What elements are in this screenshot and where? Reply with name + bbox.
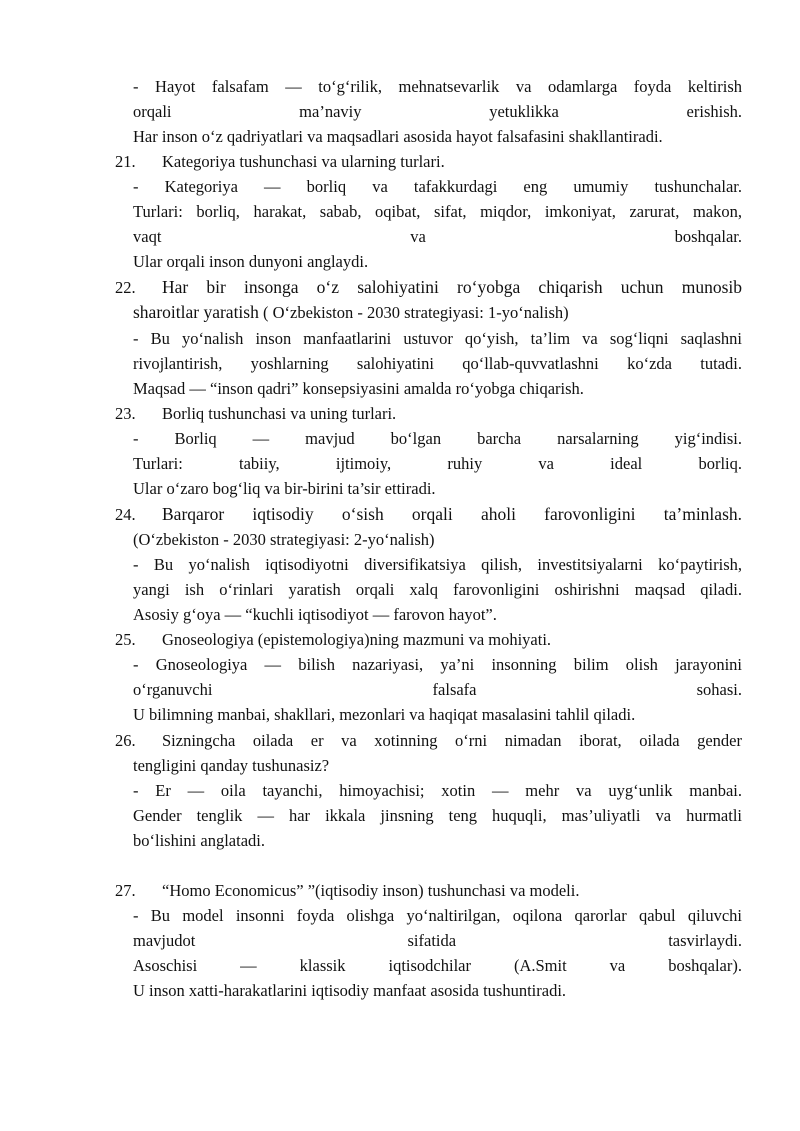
item-heading: Har bir insonga o‘z salohiyatini ro‘yobga chiqarish uchun munosib [162,277,742,297]
text-line: - Kategoriya — borliq va tafakkurdagi eng umumiy tushunchalar. [133,177,742,196]
text-line: - Bu model insonni foyda olishga yo‘naltirilgan, oqilona qarorlar qabul qiluvchi [133,906,742,925]
item-number: 25. [115,630,136,649]
heading-note: ( O‘zbekiston - 2030 strategiyasi: 1-yo‘nalish) [258,303,569,322]
item-number: 24. [115,505,136,524]
item-number: 23. [115,404,136,423]
text-line: - Borliq — mavjud bo‘lgan barcha narsalarning yig‘indisi. [133,429,742,448]
text-line: Ular orqali inson dunyoni anglaydi. [133,252,369,271]
text-line: Maqsad — “inson qadri” konsepsiyasini amalda ro‘yobga chiqarish. [133,379,584,398]
text-line: U inson xatti-harakatlarini iqtisodiy manfaat asosida tushuntiradi. [133,981,567,1000]
text-line: - Er — oila tayanchi, himoyachisi; xotin — mehr va uyg‘unlik manbai. [133,781,742,800]
item-heading: Borliq tushunchasi va uning turlari. [162,404,397,423]
item-number: 26. [115,731,136,750]
text-line: Gender tenglik — har ikkala jinsning teng huquqli, mas’uliyatli va hurmatli [133,806,742,825]
text-line: Turlari: borliq, harakat, sabab, oqibat, sifat, miqdor, imkoniyat, zarurat, makon, [133,202,742,221]
text-line: bo‘lishini anglatadi. [133,831,265,850]
text-line: vaqt va boshqalar. [133,227,742,246]
text-line: Asoschisi — klassik iqtisodchilar (A.Smit va boshqalar). [133,956,742,975]
text-line: - Bu yo‘nalish iqtisodiyotni diversifikatsiya qilish, investitsiyalarni ko‘paytirish, [133,555,742,574]
text-line: mavjudot sifatida tasvirlaydi. [133,931,742,950]
text-line: o‘rganuvchi falsafa sohasi. [133,680,742,699]
item-heading: “Homo Economicus” ”(iqtisodiy inson) tushunchasi va modeli. [162,881,580,900]
text-line: U bilimning manbai, shakllari, mezonlari va haqiqat masalasini tahlil qiladi. [133,705,636,724]
item-number: 27. [115,881,136,900]
text-line: Har inson o‘z qadriyatlari va maqsadlari asosida hayot falsafasini shakllantiradi. [133,127,663,146]
item-heading: Kategoriya tushunchasi va ularning turlari. [162,152,445,171]
text-line: Ular o‘zaro bog‘liq va bir-birini ta’sir ettiradi. [133,479,436,498]
item-number: 21. [115,152,136,171]
item-heading: Barqaror iqtisodiy o‘sish orqali aholi farovonligini ta’minlash. [162,504,742,524]
heading-note: (O‘zbekiston - 2030 strategiyasi: 2-yo‘nalish) [133,530,435,549]
text-line: Asosiy g‘oya — “kuchli iqtisodiyot — farovon hayot”. [133,605,497,624]
text-line: Turlari: tabiiy, ijtimoiy, ruhiy va ideal borliq. [133,454,742,473]
item-number: 22. [115,278,136,297]
heading-main: sharoitlar yaratish [133,302,259,322]
text-line: yangi ish o‘rinlari yaratish orqali xalq farovonligini oshirishni maqsad qiladi. [133,580,742,599]
item-heading: Gnoseologiya (epistemologiya)ning mazmuni va mohiyati. [162,630,552,649]
text-line: - Bu yo‘nalish inson manfaatlarini ustuvor qo‘yish, ta’lim va sog‘liqni saqlashni [133,329,742,348]
text-line: - Hayot falsafam — to‘g‘rilik, mehnatsevarlik va odamlarga foyda keltirish [133,77,742,96]
text-line: orqali ma’naviy yetuklikka erishish. [133,102,742,121]
text-line: - Gnoseologiya — bilish nazariyasi, ya’ni insonning bilim olish jarayonini [133,655,742,674]
item-heading-cont [133,300,742,325]
item-heading: Sizningcha oilada er va xotinning o‘rni nimadan iborat, oilada gender [162,731,742,750]
text-line: rivojlantirish, yoshlarning salohiyatini qo‘llab-quvvatlashni ko‘zda tutadi. [133,354,742,373]
item-heading-cont: tengligini qanday tushunasiz? [133,756,330,775]
